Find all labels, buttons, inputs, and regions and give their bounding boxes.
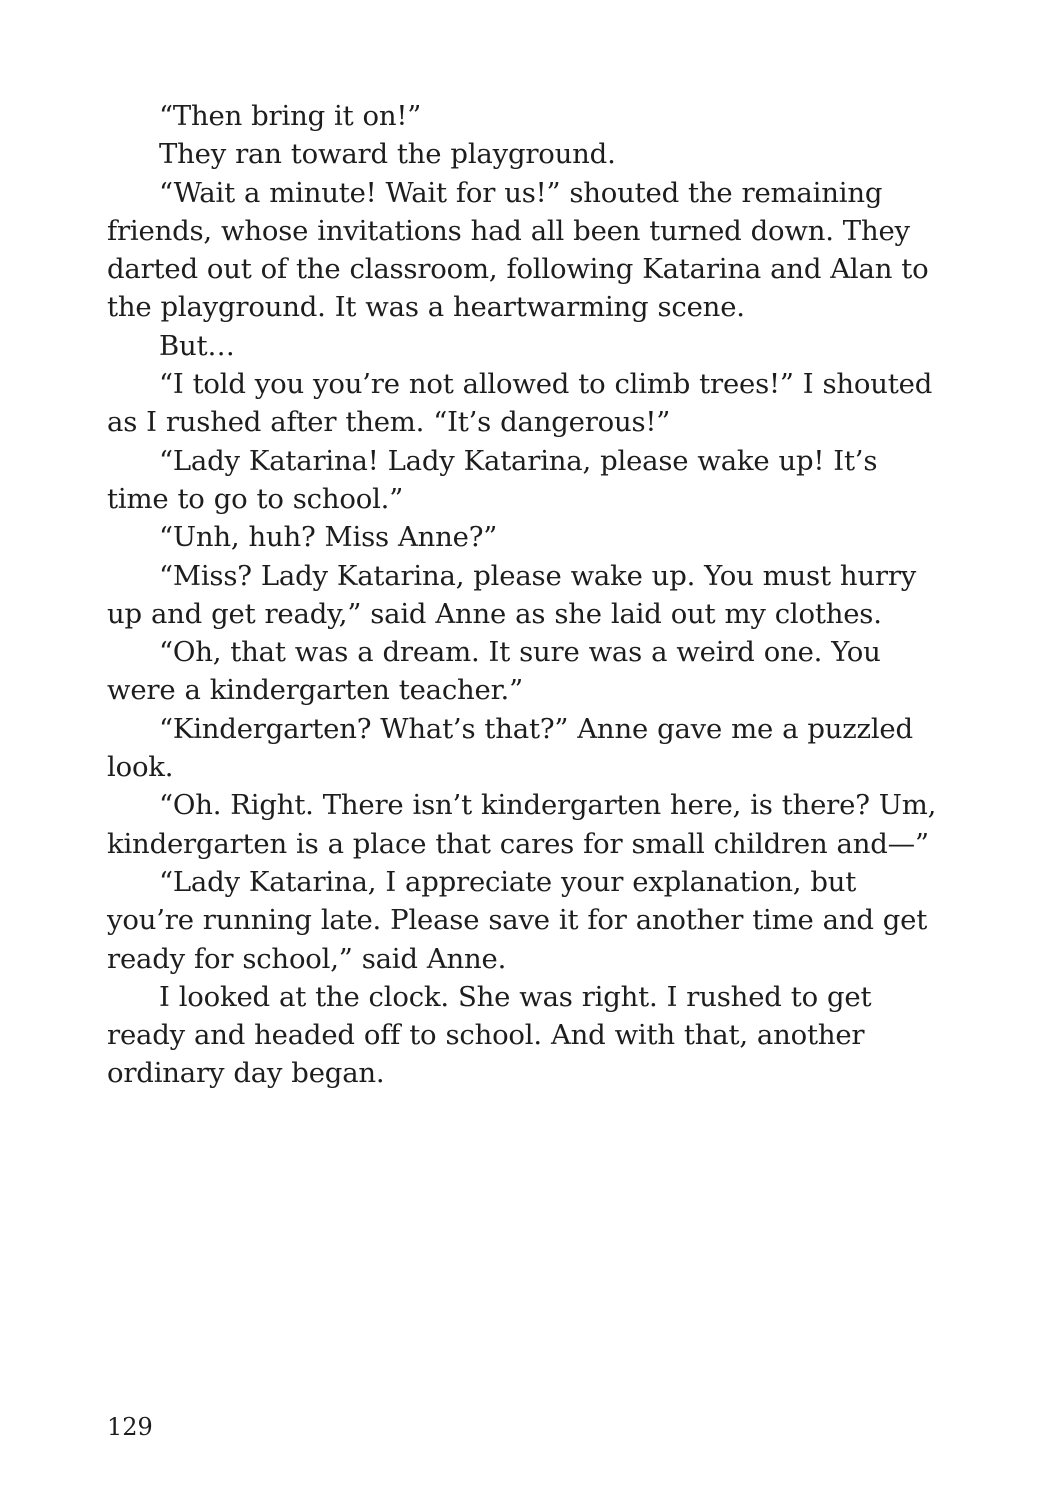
paragraph: “Miss? Lady Katarina, please wake up. You must hurry up and get ready,” said Anne as she laid out my clothes.	[107, 559, 917, 630]
paragraph: “Unh, huh? Miss Anne?”	[159, 521, 498, 554]
paragraph: “Then bring it on!”	[159, 100, 422, 132]
paragraph: “Oh, that was a dream. It sure was a weird one. You were a kindergarten teacher.”	[107, 636, 881, 707]
paragraph: “Lady Katarina, I appreciate your explanation, but you’re running late. Please save it for another time and get ready for school,” said Anne.	[107, 865, 928, 975]
paragraph: I looked at the clock. She was right. I rushed to get ready and headed off to school. And with that, another ordinary day began.	[107, 980, 872, 1090]
paragraph: “Lady Katarina! Lady Katarina, please wake up! It’s time to go to school.”	[107, 444, 878, 515]
paragraph: “Kindergarten? What’s that?” Anne gave me a puzzled look.	[107, 712, 913, 784]
paragraph: But…	[159, 329, 235, 362]
paragraph: They ran toward the playground.	[159, 138, 616, 171]
paragraph: “Wait a minute! Wait for us!” shouted the remaining friends, whose invitations had all been turned down. They darted out of the classroom, following Katarina and Alan to the playground. It was a heartwarming scene.	[107, 176, 929, 324]
paragraph: “Oh. Right. There isn’t kindergarten here, is there? Um, kindergarten is a place that cares for small children and—”	[107, 789, 937, 860]
paragraph: “I told you you’re not allowed to climb trees!” I shouted as I rushed after them. “It’s dangerous!”	[107, 368, 933, 439]
page-number: 129	[107, 1413, 153, 1441]
body-text	[107, 97, 937, 1093]
